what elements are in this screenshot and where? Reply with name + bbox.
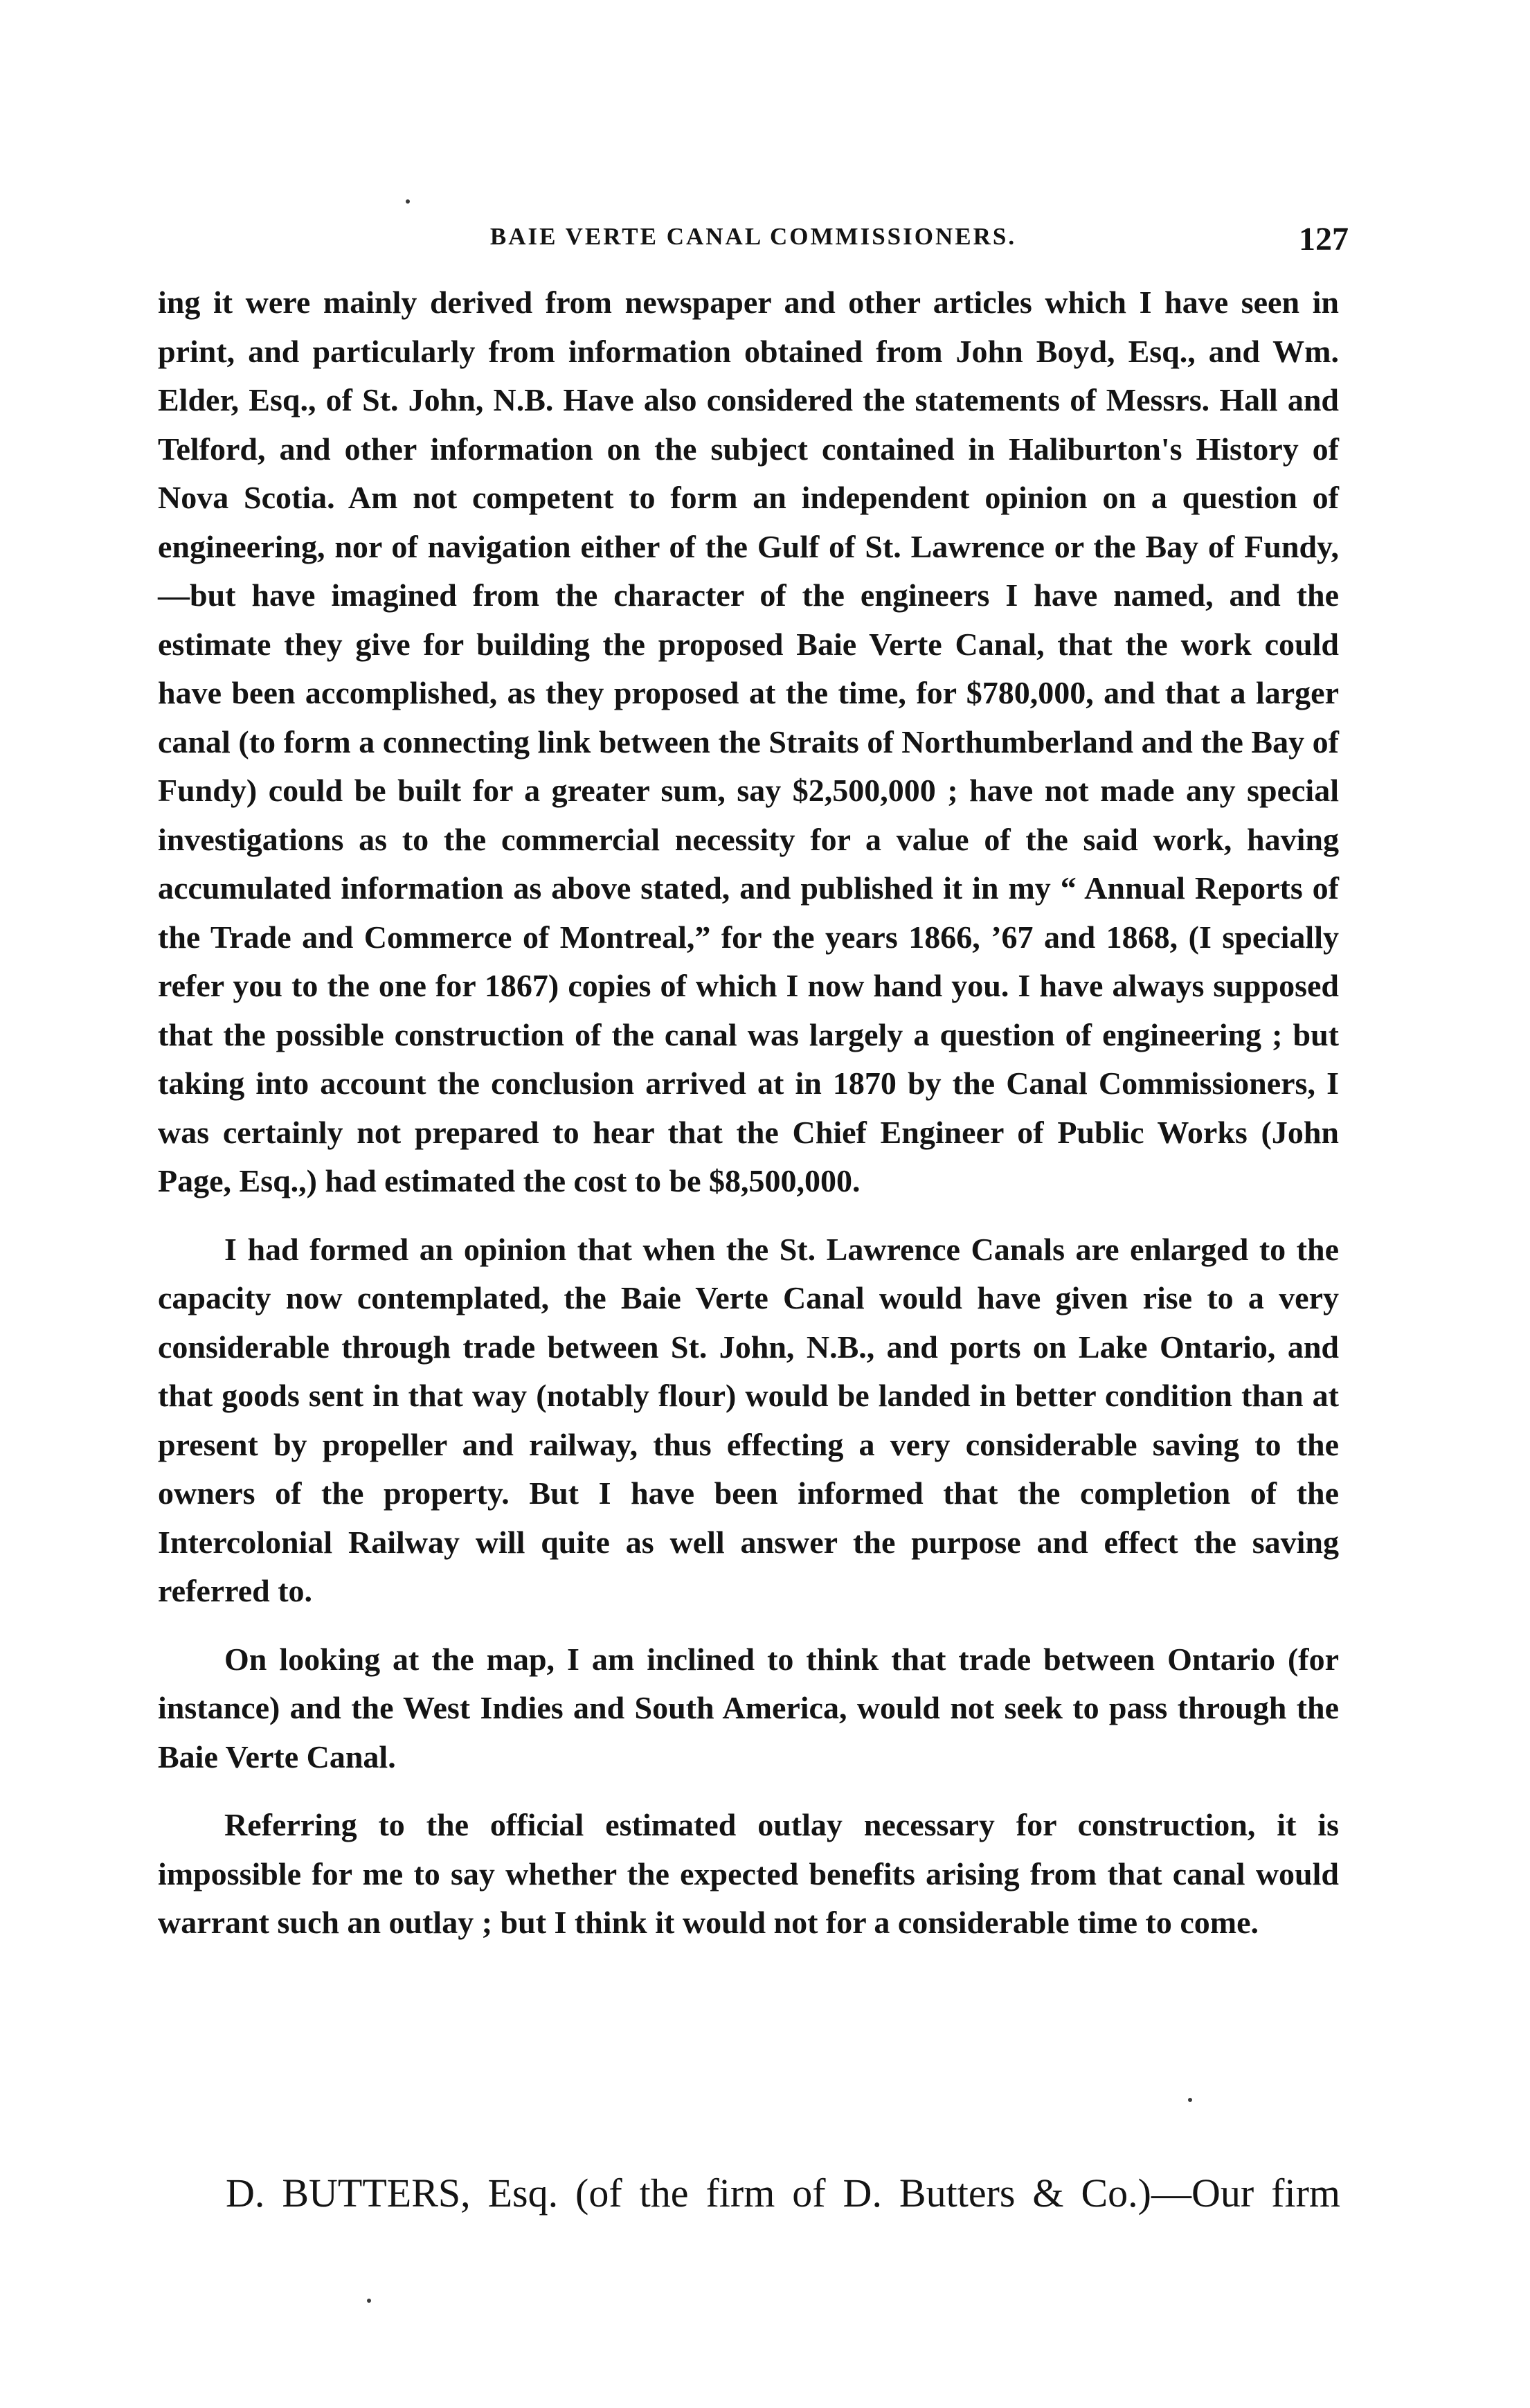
closing-line: D. BUTTERS, Esq. (of the firm of D. Butters & Co.)—Our firm [226, 2171, 1340, 2216]
ink-speck [406, 199, 410, 204]
paragraph-continued: ing it were mainly derived from newspaper and other articles which I have seen in print, and particularly from information obtained from John Boyd, Esq., and Wm. Elder, Esq., of St. John, N.B. Have also considered the statements of Messrs. Hall and Telford, and other information on the subject contained in Haliburton's History of Nova Scotia. Am not competent to form an independent opinion on a question of engineering, nor of navigation either of the Gulf of St. Lawrence or the Bay of Fundy,—but have imagined from the character of the engineers I have named, and the estimate they give for building the proposed Baie Verte Canal, that the work could have been accomplished, as they proposed at the time, for $780,000, and that a larger canal (to form a connecting link between the Straits of Northumberland and the Bay of Fundy) could be built for a greater sum, say $2,500,000 ; have not made any special investigations as to the commercial necessity for a value of the said work, having accumulated information as above stated, and published it in my “ Annual Reports of the Trade and Commerce of Montreal,” for the years 1866, ’67 and 1868, (I specially refer you to the one for 1867) copies of which I now hand you. I have always supposed that the possible construction of the canal was largely a question of engineering ; but taking into account the conclusion arrived at in 1870 by the Canal Commissioners, I was certainly not prepared to hear that the Chief Engineer of Public Works (John Page, Esq.,) had estimated the cost to be $8,500,000. [158, 285, 1339, 1198]
paragraph: I had formed an opinion that when the St. Lawrence Canals are enlarged to the capacity now contemplated, the Baie Verte Canal would have given rise to a very considerable through trade between St. John, N.B., and ports on Lake Ontario, and that goods sent in that way (notably flour) would be landed in better condition than at present by propeller and railway, thus effecting a very considerable saving to the owners of the property. But I have been informed that the completion of the Intercolonial Railway will quite as well answer the purpose and effect the saving referred to. [158, 1231, 1339, 1608]
running-head: BAIE VERTE CANAL COMMISSIONERS. [489, 223, 1017, 250]
paragraph: Referring to the official estimated outlay necessary for construction, it is impossible for me to say whether the expected benefits arising from that canal would warrant such an outlay ; but I think it would not for a considerable time to come. [158, 1807, 1339, 1940]
page-header [158, 223, 1349, 264]
body-text [158, 278, 1339, 1948]
ink-speck [367, 2299, 371, 2303]
page-number: 127 [1299, 221, 1349, 258]
ink-speck [1188, 2098, 1192, 2102]
paragraph: On looking at the map, I am inclined to think that trade between Ontario (for instance) and the West Indies and South America, would not seek to pass through the Baie Verte Canal. [158, 1641, 1339, 1774]
